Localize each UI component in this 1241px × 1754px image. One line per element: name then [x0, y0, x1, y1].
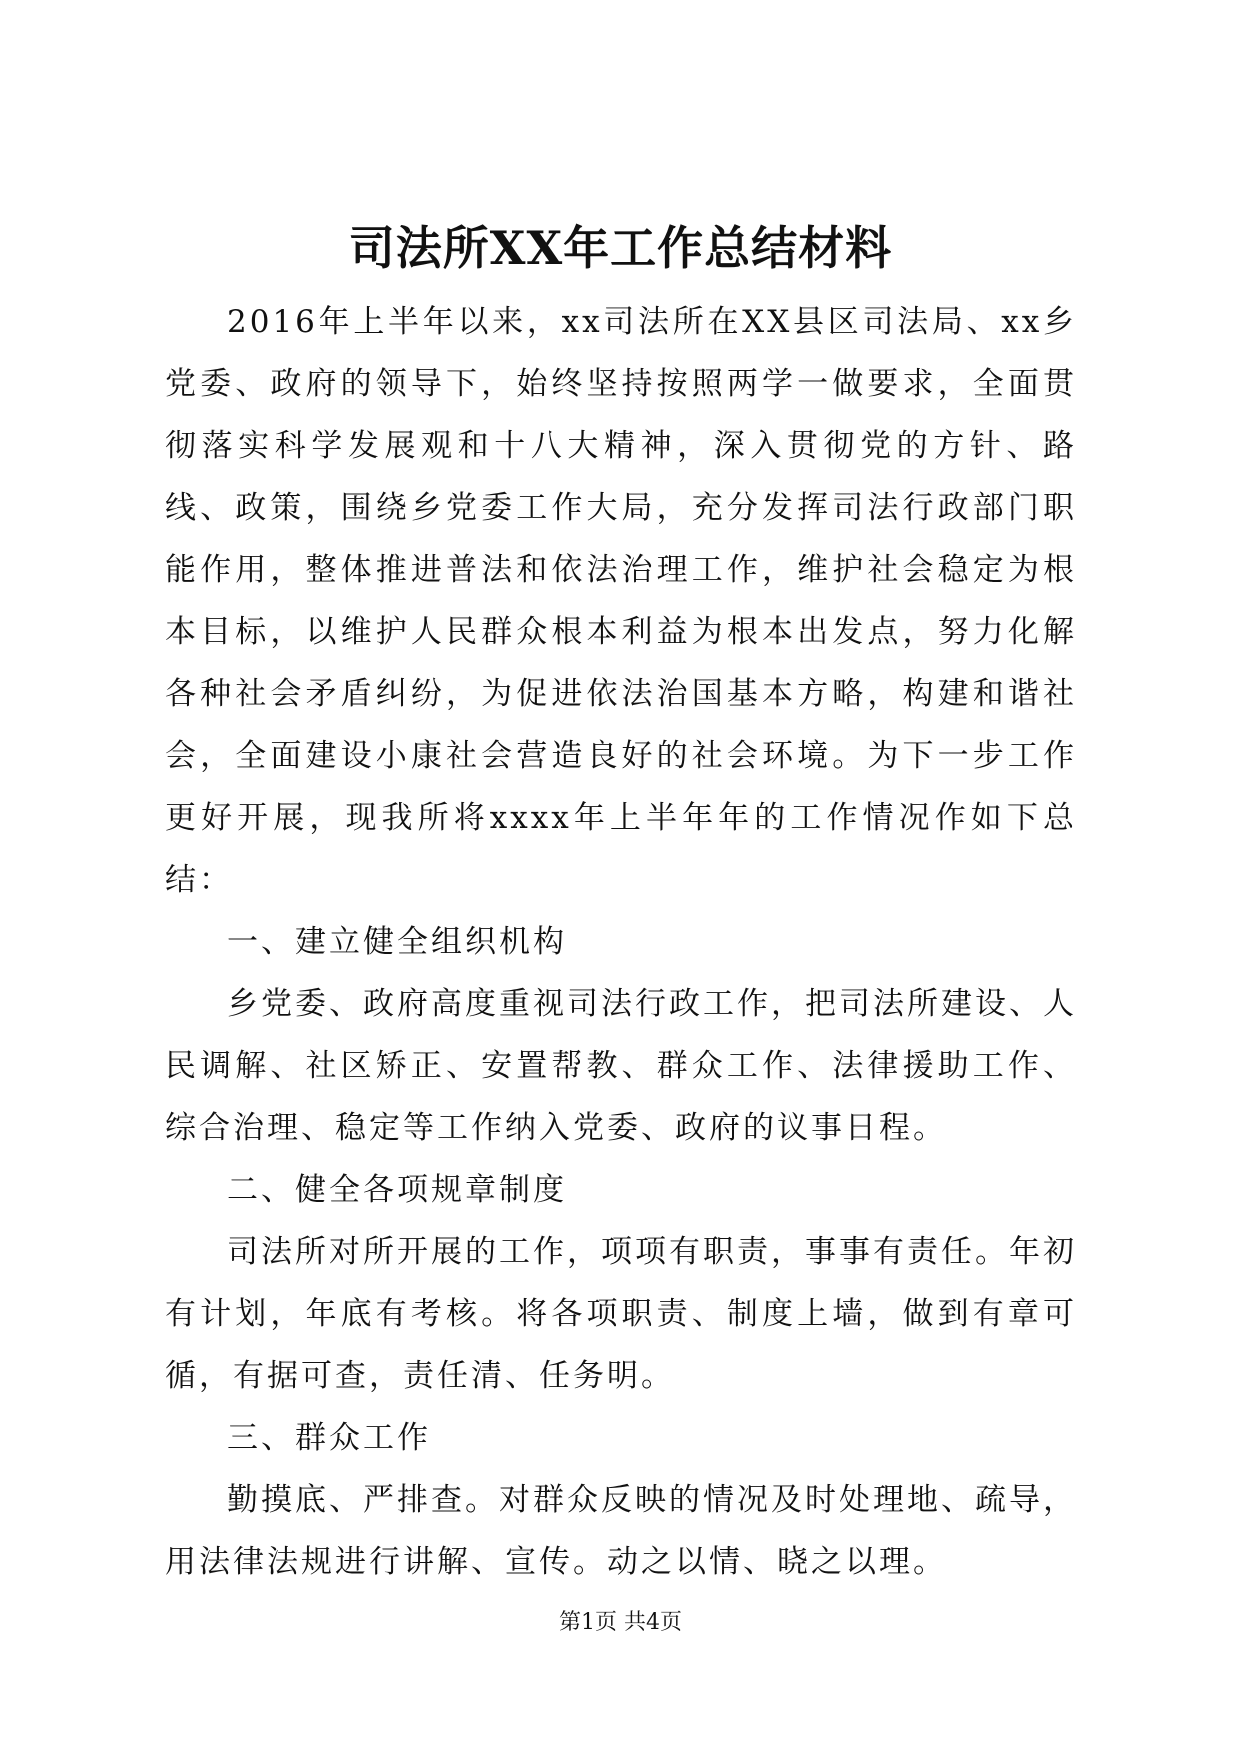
paragraph-intro: 2016年上半年以来，xx司法所在XX县区司法局、xx乡党委、政府的领导下，始终坚持按照两学一做要求，全面贯彻落实科学发展观和十八大精神，深入贯彻党的方针、路线、政策，围绕乡党委工作大局，充分发挥司法行政部门职能作用，整体推进普法和依法治理工作，维护社会稳定为根本目标，以维护人民群众根本利益为根本出发点，努力化解各种社会矛盾纠纷，为促进依法治国基本方略，构建和谐社会，全面建设小康社会营造良好的社会环境。为下一步工作更好开展，现我所将xxxx年上半年年的工作情况作如下总结：	[165, 304, 1077, 898]
document-body	[165, 291, 1077, 1593]
section-heading-2: 二、健全各项规章制度	[227, 1172, 567, 1208]
section-heading-3: 三、群众工作	[227, 1420, 431, 1456]
page-number-footer: 第1页 共4页	[559, 1610, 682, 1635]
paragraph-section-2: 司法所对所开展的工作，项项有职责，事事有责任。年初有计划，年底有考核。将各项职责、制度上墙，做到有章可循，有据可查，责任清、任务明。	[165, 1234, 1077, 1394]
paragraph-section-1: 乡党委、政府高度重视司法行政工作，把司法所建设、人民调解、社区矫正、安置帮教、群众工作、法律援助工作、综合治理、稳定等工作纳入党委、政府的议事日程。	[165, 986, 1077, 1146]
paragraph-section-3: 勤摸底、严排查。对群众反映的情况及时处理地、疏导，用法律法规进行讲解、宣传。动之以情、晓之以理。	[165, 1482, 1077, 1580]
document-title: 司法所XX年工作总结材料	[348, 221, 893, 275]
section-heading-1: 一、建立健全组织机构	[227, 924, 567, 960]
